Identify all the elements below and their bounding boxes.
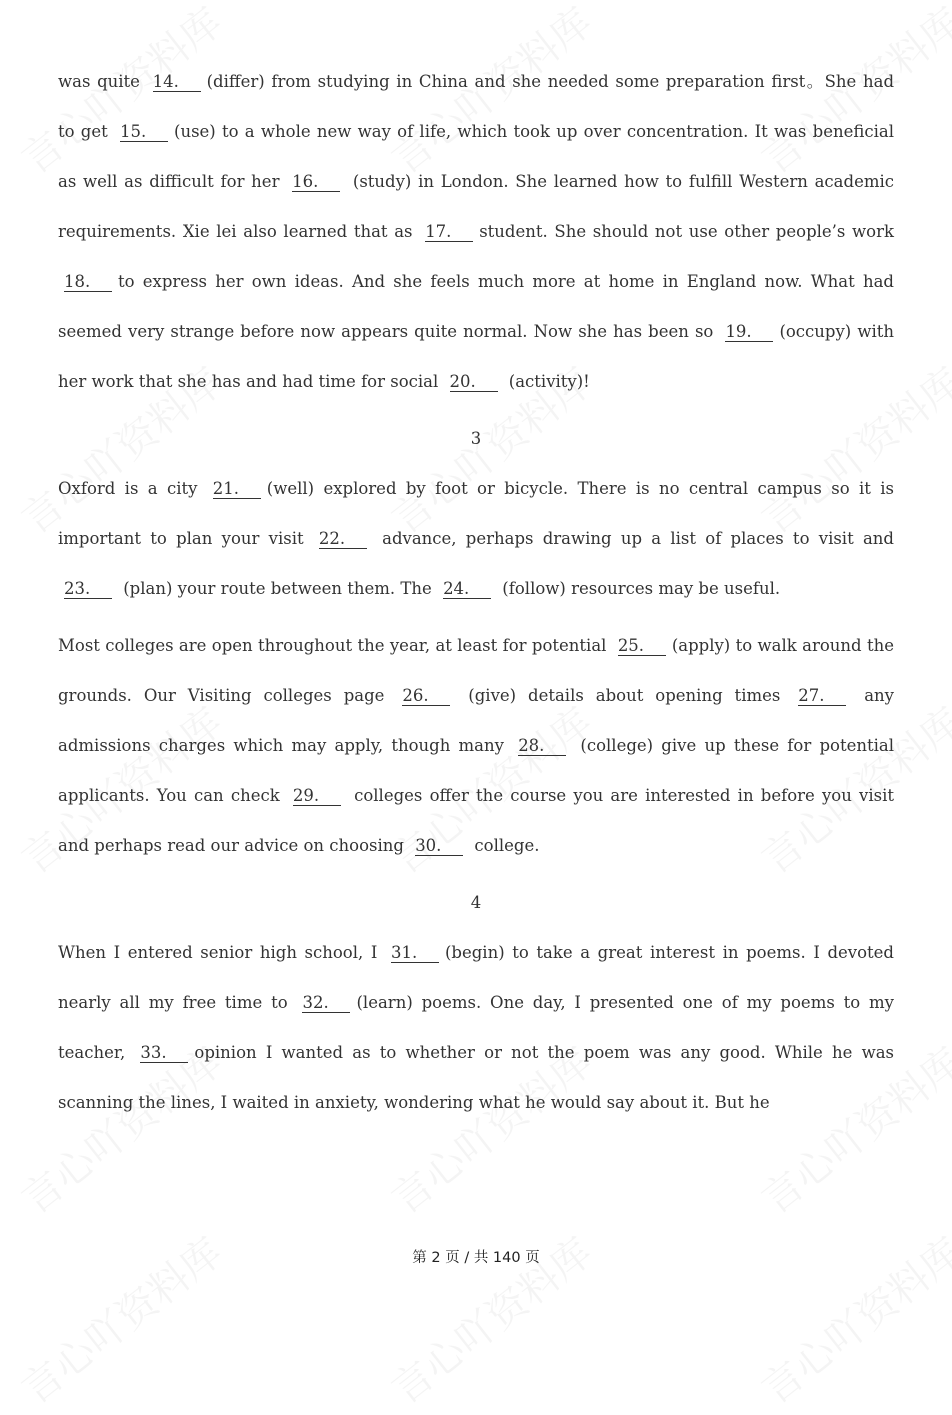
- answer-blank[interactable]: 31.: [391, 944, 439, 963]
- passage-paragraph: [58, 928, 894, 1128]
- passage-text: (well) explored by foot or bicycle. There is no central campus so it is important to plan your visit: [58, 479, 894, 548]
- answer-blank[interactable]: 23.: [64, 580, 112, 599]
- answer-blank[interactable]: 22.: [319, 530, 367, 549]
- passage-text: (learn) poems. One day, I presented one of my poems to my teacher,: [58, 993, 895, 1062]
- answer-blank[interactable]: 29.: [293, 787, 341, 806]
- passage-text: opinion I wanted as to whether or not the poem was any good. While he was scanning the lines, I waited in anxiety, wondering what he would say about it. But he: [58, 1043, 894, 1112]
- answer-blank[interactable]: 15.: [120, 123, 168, 142]
- passage-text: When I entered senior high school, I: [58, 943, 385, 962]
- answer-blank[interactable]: 18.: [64, 273, 112, 292]
- answer-blank[interactable]: 33.: [140, 1044, 188, 1063]
- section-number: 4: [470, 893, 482, 912]
- passage-text: (differ) from studying in China and she needed some preparation first。She had to get: [58, 72, 895, 141]
- passage-text: any admissions charges which may apply, though many: [58, 686, 894, 755]
- passage-text: (study) in London. She learned how to fulfill Western academic requirements. Xie lei also learned that as: [58, 172, 894, 241]
- answer-blank[interactable]: 20.: [450, 373, 498, 392]
- page-footer: 第 2 页 / 共 140 页: [412, 1250, 540, 1266]
- passage-text: (use) to a whole new way of life, which took up over concentration. It was beneficial as well as difficult for her: [58, 122, 894, 191]
- passage-text: (occupy) with her work that she has and had time for social: [58, 322, 894, 391]
- answer-blank[interactable]: 17.: [425, 223, 473, 242]
- answer-blank[interactable]: 26.: [402, 687, 450, 706]
- answer-blank[interactable]: 28.: [518, 737, 566, 756]
- answer-blank[interactable]: 21.: [213, 480, 261, 499]
- passage-text: colleges offer the course you are interested in before you visit and perhaps read our advice on choosing: [58, 786, 895, 855]
- answer-blank[interactable]: 19.: [725, 323, 773, 342]
- document-body: [58, 57, 894, 1128]
- passage-paragraph: [58, 621, 894, 871]
- passage-paragraph: [58, 57, 894, 407]
- passage-text: to express her own ideas. And she feels much more at home in England now. What had seemed very strange before now appears quite normal. Now she has been so: [58, 272, 894, 341]
- passage-text: advance, perhaps drawing up a list of places to visit and: [372, 529, 894, 548]
- passage-text: (begin) to take a great interest in poems. I devoted nearly all my free time to: [58, 943, 894, 1012]
- answer-blank[interactable]: 25.: [618, 637, 666, 656]
- passage-text: Most colleges are open throughout the year, at least for potential: [58, 636, 612, 655]
- passage-text: (follow) resources may be useful.: [497, 579, 781, 598]
- answer-blank[interactable]: 14.: [153, 73, 201, 92]
- answer-blank[interactable]: 27.: [798, 687, 846, 706]
- passage-text: (activity)!: [503, 372, 590, 391]
- answer-blank[interactable]: 32.: [302, 994, 350, 1013]
- passage-text: (college) give up these for potential applicants. You can check: [58, 736, 894, 805]
- passage-text: (apply) to walk around the grounds. Our Visiting colleges page: [58, 636, 894, 705]
- answer-blank[interactable]: 16.: [292, 173, 340, 192]
- answer-blank[interactable]: 24.: [443, 580, 491, 599]
- section-number: 3: [470, 429, 482, 448]
- passage-text: student. She should not use other people’s work: [479, 222, 894, 241]
- passage-text: (plan) your route between them. The: [118, 579, 438, 598]
- passage-text: was quite: [58, 72, 147, 91]
- passage-paragraph: [58, 464, 894, 614]
- answer-blank[interactable]: 30.: [415, 837, 463, 856]
- passage-text: college.: [469, 836, 540, 855]
- passage-text: (give) details about opening times: [456, 686, 793, 705]
- passage-text: Oxford is a city: [58, 479, 207, 498]
